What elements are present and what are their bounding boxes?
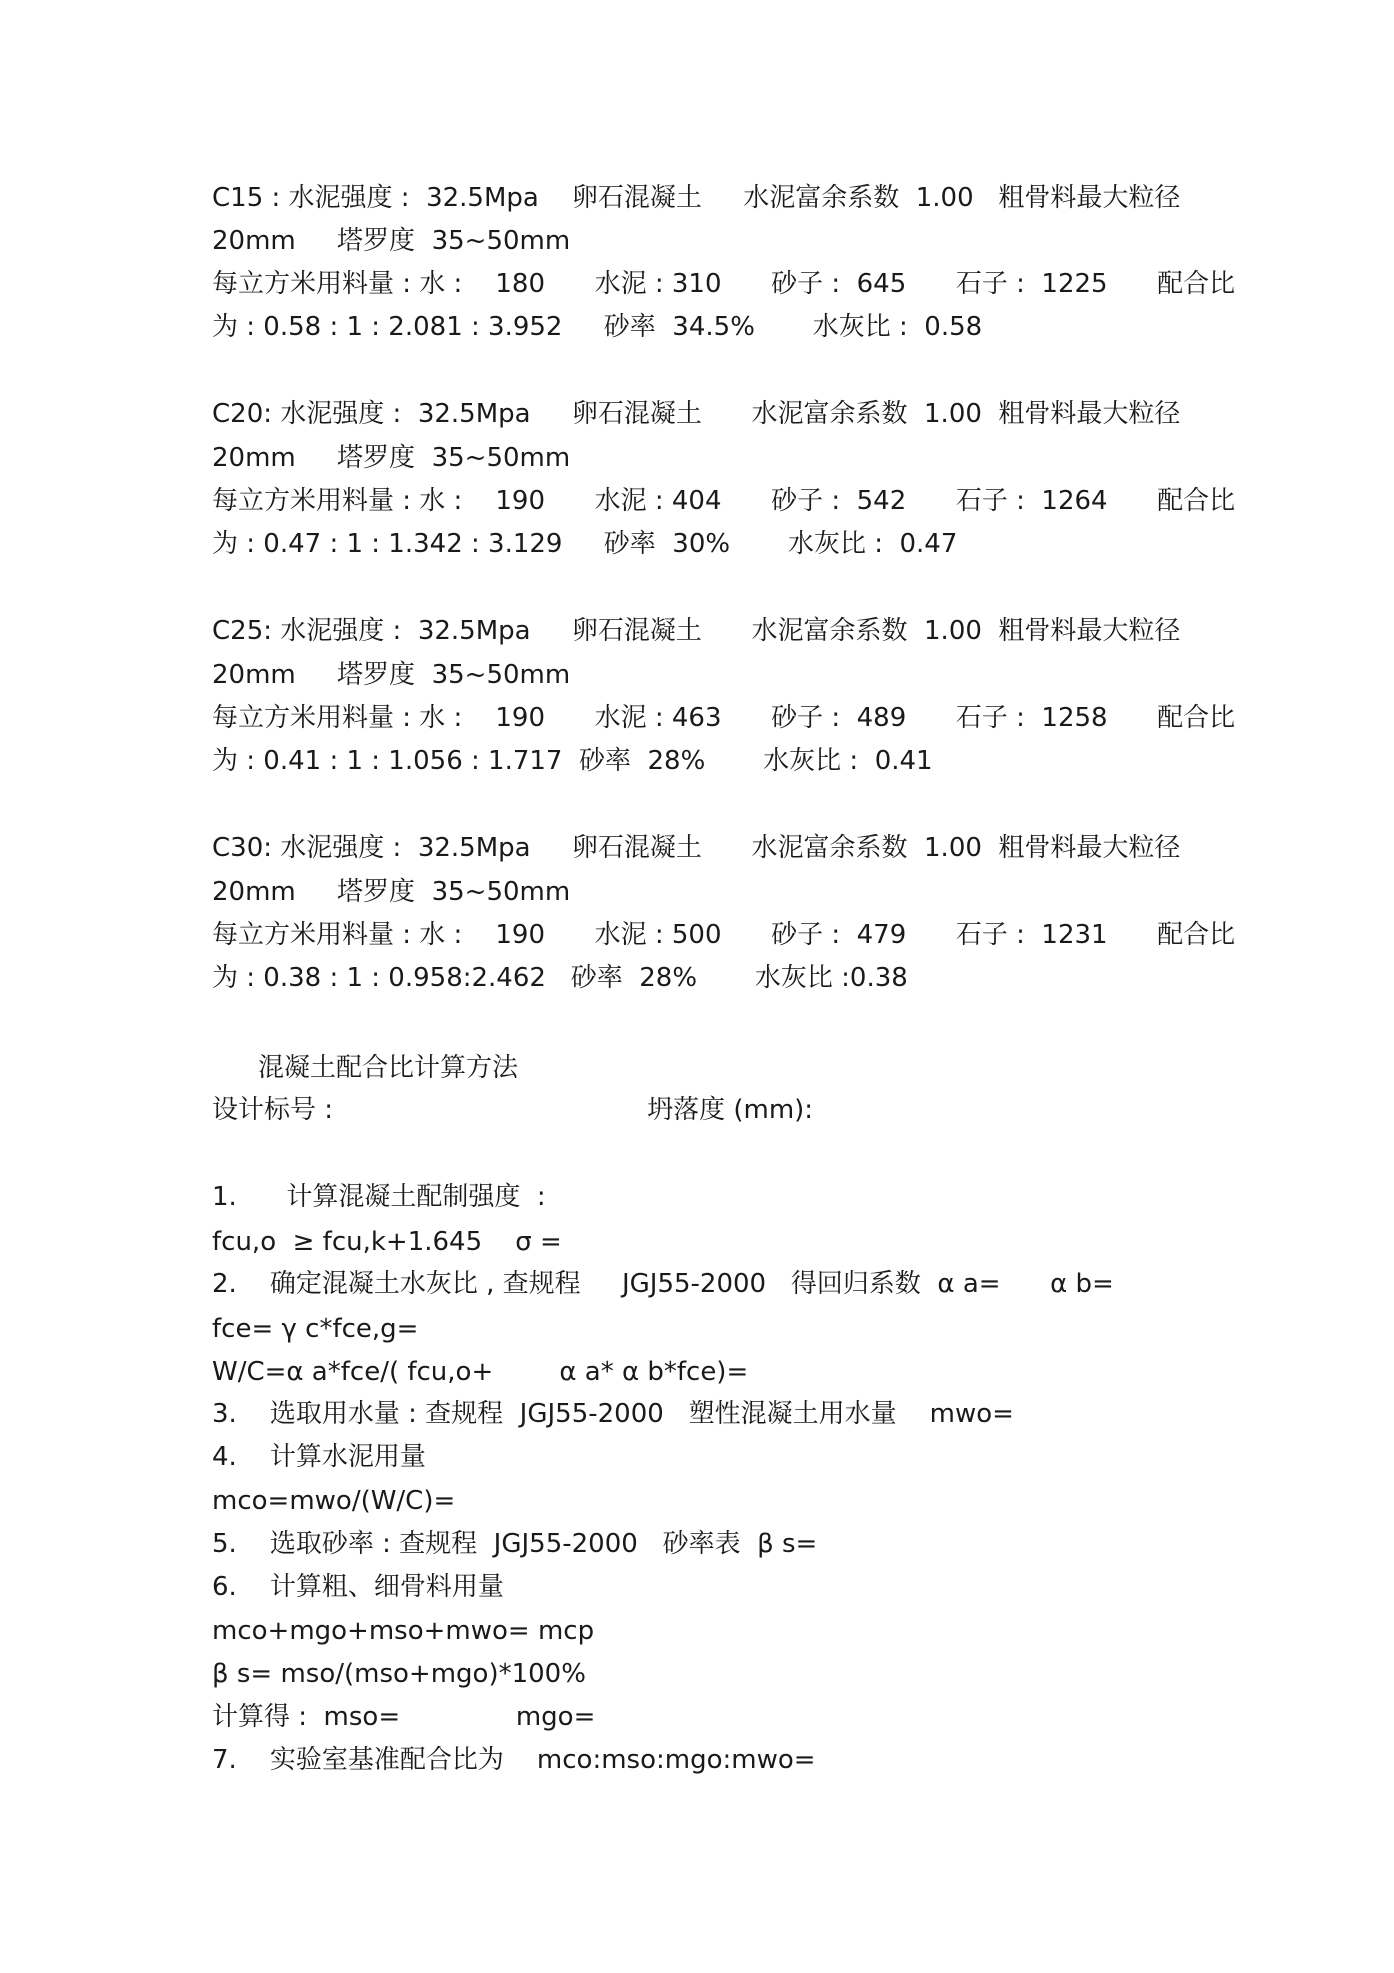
mix-c20-line2: 20mm 塔罗度 35~50mm	[212, 443, 571, 473]
mix-c20-line1: C20: 水泥强度 : 32.5Mpa 卵石混凝土 水泥富余系数 1.00 粗骨料最大粒径	[212, 399, 1181, 429]
step-6-formula-1: mco+mgo+mso+mwo= mcp	[212, 1616, 595, 1646]
mix-c30-line2: 20mm 塔罗度 35~50mm	[212, 877, 571, 907]
step-3: 3. 选取用水量 : 查规程 JGJ55-2000 塑性混凝土用水量 mwo=	[212, 1399, 1014, 1429]
step-6: 6. 计算粗、细骨料用量	[212, 1572, 504, 1602]
step-6-result: 计算得 : mso= mgo=	[212, 1702, 596, 1732]
step-1-formula: fcu,o ≥ fcu,k+1.645 σ =	[212, 1227, 562, 1257]
step-4: 4. 计算水泥用量	[212, 1442, 426, 1472]
mix-c20-line3: 每立方米用料量 : 水 : 190 水泥 : 404 砂子 : 542 石子 : 1264 配合比	[212, 486, 1236, 516]
mix-c25-line4: 为 : 0.41 : 1 : 1.056 : 1.717 砂率 28% 水灰比 : 0.41	[212, 746, 933, 776]
step-2-fce: fce= γ c*fce,g=	[212, 1314, 419, 1344]
mix-c30-line3: 每立方米用料量 : 水 : 190 水泥 : 500 砂子 : 479 石子 : 1231 配合比	[212, 920, 1236, 950]
step-7: 7. 实验室基准配合比为 mco:mso:mgo:mwo=	[212, 1745, 816, 1775]
step-5: 5. 选取砂率 : 查规程 JGJ55-2000 砂率表 β s=	[212, 1529, 818, 1559]
mix-c15-line2: 20mm 塔罗度 35~50mm	[212, 226, 571, 256]
step-2-wc: W/C=α a*fce/( fcu,o+ α a* α b*fce)=	[212, 1357, 749, 1387]
step-6-formula-2: β s= mso/(mso+mgo)*100%	[212, 1659, 586, 1689]
mix-c30-line4: 为 : 0.38 : 1 : 0.958:2.462 砂率 28% 水灰比 :0.38	[212, 963, 908, 993]
method-title: 混凝土配合比计算方法	[258, 1053, 519, 1083]
mix-c30-line1: C30: 水泥强度 : 32.5Mpa 卵石混凝土 水泥富余系数 1.00 粗骨料最大粒径	[212, 833, 1181, 863]
step-4-formula: mco=mwo/(W/C)=	[212, 1486, 456, 1516]
step-2: 2. 确定混凝土水灰比 , 查规程 JGJ55-2000 得回归系数 α a= α b=	[212, 1269, 1114, 1299]
mix-c15-line1: C15 : 水泥强度 : 32.5Mpa 卵石混凝土 水泥富余系数 1.00 粗骨料最大粒径	[212, 183, 1181, 213]
mix-c20-line4: 为 : 0.47 : 1 : 1.342 : 3.129 砂率 30% 水灰比 : 0.47	[212, 529, 958, 559]
design-slump-line: 设计标号 : 坍落度 (mm):	[212, 1095, 814, 1125]
mix-c15-line3: 每立方米用料量 : 水 : 180 水泥 : 310 砂子 : 645 石子 : 1225 配合比	[212, 269, 1236, 299]
mix-c25-line3: 每立方米用料量 : 水 : 190 水泥 : 463 砂子 : 489 石子 : 1258 配合比	[212, 703, 1236, 733]
mix-c25-line1: C25: 水泥强度 : 32.5Mpa 卵石混凝土 水泥富余系数 1.00 粗骨料最大粒径	[212, 616, 1181, 646]
mix-c25-line2: 20mm 塔罗度 35~50mm	[212, 660, 571, 690]
step-1: 1. 计算混凝土配制强度 :	[212, 1182, 546, 1212]
mix-c15-line4: 为 : 0.58 : 1 : 2.081 : 3.952 砂率 34.5% 水灰比 : 0.58	[212, 312, 983, 342]
